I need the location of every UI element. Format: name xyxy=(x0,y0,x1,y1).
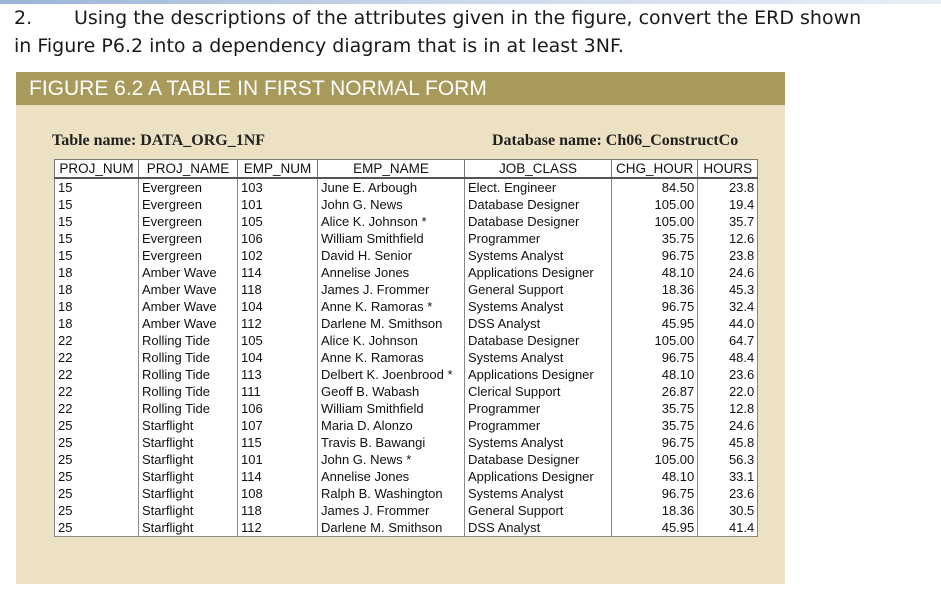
column-header: JOB_CLASS xyxy=(465,160,612,179)
table-cell: 12.8 xyxy=(698,400,758,417)
table-cell: 96.75 xyxy=(612,298,698,315)
table-cell: 111 xyxy=(238,383,318,400)
table-cell: 23.8 xyxy=(698,178,758,196)
table-cell: Maria D. Alonzo xyxy=(318,417,465,434)
table-row xyxy=(55,315,758,332)
table-cell: 113 xyxy=(238,366,318,383)
table-cell: 18.36 xyxy=(612,502,698,519)
table-cell: Travis B. Bawangi xyxy=(318,434,465,451)
table-cell: Evergreen xyxy=(139,213,238,230)
table-row xyxy=(55,196,758,213)
database-name-label: Database name: Ch06_ConstructCo xyxy=(492,132,739,149)
table-cell: 35.75 xyxy=(612,400,698,417)
table-cell: Starflight xyxy=(139,434,238,451)
table-cell: 114 xyxy=(238,264,318,281)
table-cell: Systems Analyst xyxy=(465,298,612,315)
table-cell: 22 xyxy=(55,400,139,417)
table-cell: 23.6 xyxy=(698,366,758,383)
table-cell: 102 xyxy=(238,247,318,264)
table-cell: 44.0 xyxy=(698,315,758,332)
table-row xyxy=(55,400,758,417)
table-row xyxy=(55,434,758,451)
table-cell: 33.1 xyxy=(698,468,758,485)
table-cell: Starflight xyxy=(139,485,238,502)
table-cell: 48.10 xyxy=(612,264,698,281)
table-cell: Evergreen xyxy=(139,196,238,213)
table-cell: David H. Senior xyxy=(318,247,465,264)
table-cell: Database Designer xyxy=(465,451,612,468)
table-row xyxy=(55,468,758,485)
table-cell: James J. Frommer xyxy=(318,502,465,519)
table-cell: 115 xyxy=(238,434,318,451)
table-cell: William Smithfield xyxy=(318,400,465,417)
table-cell: Applications Designer xyxy=(465,468,612,485)
table-cell: Darlene M. Smithson xyxy=(318,519,465,537)
table-cell: 112 xyxy=(238,519,318,537)
table-cell: 105 xyxy=(238,213,318,230)
table-row xyxy=(55,213,758,230)
column-header: EMP_NAME xyxy=(318,160,465,179)
table-cell: John G. News xyxy=(318,196,465,213)
table-cell: 18 xyxy=(55,281,139,298)
table-cell: 45.95 xyxy=(612,519,698,537)
table-cell: DSS Analyst xyxy=(465,315,612,332)
table-cell: 35.75 xyxy=(612,230,698,247)
table-cell: Rolling Tide xyxy=(139,349,238,366)
table-cell: 105 xyxy=(238,332,318,349)
table-cell: Anne K. Ramoras * xyxy=(318,298,465,315)
table-cell: Delbert K. Joenbrood * xyxy=(318,366,465,383)
table-cell: 32.4 xyxy=(698,298,758,315)
table-cell: Programmer xyxy=(465,417,612,434)
table-cell: 30.5 xyxy=(698,502,758,519)
table-cell: 108 xyxy=(238,485,318,502)
table-cell: 96.75 xyxy=(612,247,698,264)
table-row xyxy=(55,298,758,315)
table-cell: Geoff B. Wabash xyxy=(318,383,465,400)
table-cell: Programmer xyxy=(465,400,612,417)
table-row xyxy=(55,417,758,434)
table-cell: Database Designer xyxy=(465,213,612,230)
table-row xyxy=(55,178,758,196)
table-cell: Rolling Tide xyxy=(139,332,238,349)
column-header: EMP_NUM xyxy=(238,160,318,179)
table-cell: 105.00 xyxy=(612,332,698,349)
table-cell: 105.00 xyxy=(612,213,698,230)
table-cell: 25 xyxy=(55,468,139,485)
table-cell: Systems Analyst xyxy=(465,485,612,502)
column-header: PROJ_NAME xyxy=(139,160,238,179)
table-cell: Elect. Engineer xyxy=(465,178,612,196)
table-cell: Starflight xyxy=(139,468,238,485)
table-cell: Anne K. Ramoras xyxy=(318,349,465,366)
table-row xyxy=(55,281,758,298)
header-row xyxy=(55,160,758,179)
table-cell: Starflight xyxy=(139,519,238,537)
column-header: CHG_HOUR xyxy=(612,160,698,179)
table-cell: 25 xyxy=(55,451,139,468)
table-cell: Starflight xyxy=(139,502,238,519)
table-cell: June E. Arbough xyxy=(318,178,465,196)
table-cell: 22 xyxy=(55,366,139,383)
table-cell: Clerical Support xyxy=(465,383,612,400)
table-cell: 22 xyxy=(55,383,139,400)
table-cell: 41.4 xyxy=(698,519,758,537)
table-cell: Darlene M. Smithson xyxy=(318,315,465,332)
table-cell: 48.4 xyxy=(698,349,758,366)
table-cell: 23.6 xyxy=(698,485,758,502)
table-cell: Annelise Jones xyxy=(318,468,465,485)
table-cell: Evergreen xyxy=(139,230,238,247)
table-cell: 48.10 xyxy=(612,366,698,383)
table-row xyxy=(55,247,758,264)
question-line-2: in Figure P6.2 into a dependency diagram that is in at least 3NF. xyxy=(14,35,624,57)
table-row xyxy=(55,519,758,537)
table-cell: 112 xyxy=(238,315,318,332)
figure-header: FIGURE 6.2 A TABLE IN FIRST NORMAL FORM xyxy=(16,72,785,105)
table-cell: DSS Analyst xyxy=(465,519,612,537)
table-cell: 105.00 xyxy=(612,451,698,468)
question-line-1-text: Using the descriptions of the attributes given in the figure, convert the ERD shown xyxy=(74,7,862,29)
table-cell: 104 xyxy=(238,349,318,366)
table-row xyxy=(55,502,758,519)
table-cell: 48.10 xyxy=(612,468,698,485)
table-cell: Amber Wave xyxy=(139,281,238,298)
table-body xyxy=(55,178,758,537)
table-cell: 107 xyxy=(238,417,318,434)
table-cell: James J. Frommer xyxy=(318,281,465,298)
table-cell: 101 xyxy=(238,196,318,213)
table-cell: 64.7 xyxy=(698,332,758,349)
table-cell: Programmer xyxy=(465,230,612,247)
table-cell: 25 xyxy=(55,502,139,519)
table-row xyxy=(55,230,758,247)
table-cell: 96.75 xyxy=(612,349,698,366)
table-cell: 19.4 xyxy=(698,196,758,213)
table-cell: 45.8 xyxy=(698,434,758,451)
table-cell: 118 xyxy=(238,502,318,519)
table-row xyxy=(55,383,758,400)
table-cell: Ralph B. Washington xyxy=(318,485,465,502)
table-cell: Amber Wave xyxy=(139,315,238,332)
table-cell: 23.8 xyxy=(698,247,758,264)
table-cell: Starflight xyxy=(139,417,238,434)
table-cell: 103 xyxy=(238,178,318,196)
table-cell: Alice K. Johnson * xyxy=(318,213,465,230)
table-cell: 24.6 xyxy=(698,417,758,434)
table-cell: General Support xyxy=(465,281,612,298)
table-cell: Alice K. Johnson xyxy=(318,332,465,349)
table-cell: 35.7 xyxy=(698,213,758,230)
table-cell: 84.50 xyxy=(612,178,698,196)
question-text xyxy=(14,4,934,60)
table-cell: 18 xyxy=(55,264,139,281)
table-cell: 22 xyxy=(55,332,139,349)
table-row xyxy=(55,349,758,366)
table-cell: 25 xyxy=(55,417,139,434)
table-cell: 104 xyxy=(238,298,318,315)
table-cell: 56.3 xyxy=(698,451,758,468)
table-cell: 26.87 xyxy=(612,383,698,400)
table-cell: Rolling Tide xyxy=(139,400,238,417)
data-table xyxy=(54,159,758,537)
table-cell: Database Designer xyxy=(465,196,612,213)
table-cell: 25 xyxy=(55,434,139,451)
table-cell: 105.00 xyxy=(612,196,698,213)
table-row xyxy=(55,366,758,383)
table-cell: Amber Wave xyxy=(139,264,238,281)
table-cell: 15 xyxy=(55,247,139,264)
table-cell: 18 xyxy=(55,298,139,315)
table-cell: 15 xyxy=(55,213,139,230)
table-cell: Database Designer xyxy=(465,332,612,349)
column-header: PROJ_NUM xyxy=(55,160,139,179)
table-cell: Annelise Jones xyxy=(318,264,465,281)
table-row xyxy=(55,332,758,349)
table-cell: Applications Designer xyxy=(465,366,612,383)
table-cell: 18 xyxy=(55,315,139,332)
table-cell: Systems Analyst xyxy=(465,349,612,366)
question-line-1 xyxy=(14,4,934,32)
table-cell: 18.36 xyxy=(612,281,698,298)
question-number: 2. xyxy=(14,7,33,29)
table-cell: John G. News * xyxy=(318,451,465,468)
table-cell: General Support xyxy=(465,502,612,519)
table-cell: Systems Analyst xyxy=(465,434,612,451)
table-cell: 101 xyxy=(238,451,318,468)
table-cell: Systems Analyst xyxy=(465,247,612,264)
column-header: HOURS xyxy=(698,160,758,179)
table-cell: 114 xyxy=(238,468,318,485)
table-cell: 45.95 xyxy=(612,315,698,332)
table-cell: Starflight xyxy=(139,451,238,468)
table-cell: 22.0 xyxy=(698,383,758,400)
table-row xyxy=(55,485,758,502)
table-cell: 96.75 xyxy=(612,485,698,502)
table-row xyxy=(55,264,758,281)
table-cell: 15 xyxy=(55,196,139,213)
table-cell: 118 xyxy=(238,281,318,298)
table-cell: 24.6 xyxy=(698,264,758,281)
table-row xyxy=(55,451,758,468)
table-cell: Amber Wave xyxy=(139,298,238,315)
table-cell: 96.75 xyxy=(612,434,698,451)
table-cell: Evergreen xyxy=(139,247,238,264)
table-cell: Rolling Tide xyxy=(139,366,238,383)
table-cell: Rolling Tide xyxy=(139,383,238,400)
table-cell: 25 xyxy=(55,519,139,537)
table-cell: 25 xyxy=(55,485,139,502)
table-cell: 35.75 xyxy=(612,417,698,434)
table-cell: Evergreen xyxy=(139,178,238,196)
table-cell: 106 xyxy=(238,230,318,247)
table-cell: 106 xyxy=(238,400,318,417)
table-cell: 22 xyxy=(55,349,139,366)
table-cell: William Smithfield xyxy=(318,230,465,247)
table-cell: Applications Designer xyxy=(465,264,612,281)
table-cell: 15 xyxy=(55,178,139,196)
figure-panel xyxy=(16,72,785,584)
table-name-label: Table name: DATA_ORG_1NF xyxy=(52,132,266,149)
table-cell: 12.6 xyxy=(698,230,758,247)
table-cell: 15 xyxy=(55,230,139,247)
table-cell: 45.3 xyxy=(698,281,758,298)
